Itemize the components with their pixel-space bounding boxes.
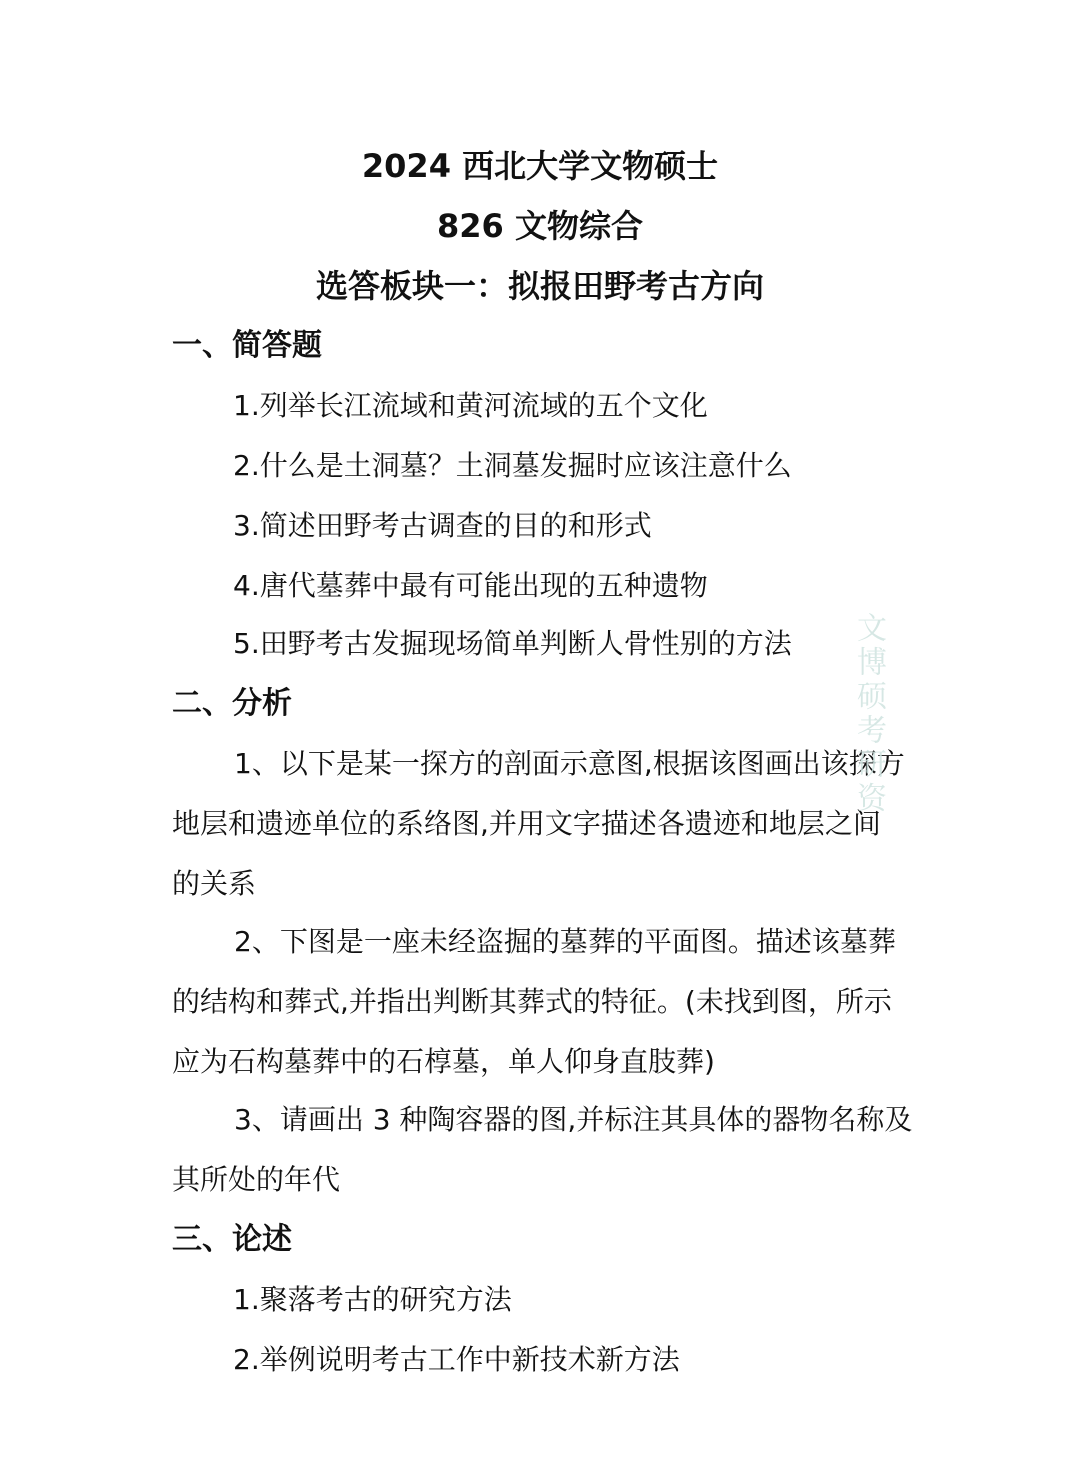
exam-subject: 826 文物综合 [437,207,643,245]
question-item: 1.列举长江流域和黄河流域的五个文化 [233,389,708,422]
watermark: 文博硕考研资 [851,612,886,816]
paragraph-line: 1、以下是某一探方的剖面示意图,根据该图画出该探方 [234,747,905,780]
paragraph-line: 的结构和葬式,并指出判断其葬式的特征。(未找到图，所示 [172,985,892,1018]
question-item: 2.什么是土洞墓？土洞墓发掘时应该注意什么 [233,449,792,482]
question-item: 3.简述田野考古调查的目的和形式 [233,509,652,542]
exam-module: 选答板块一：拟报田野考古方向 [315,267,764,305]
section-heading-essay: 三、论述 [172,1222,292,1257]
exam-title: 2024 西北大学文物硕士 [361,147,719,185]
question-item: 2.举例说明考古工作中新技术新方法 [233,1343,680,1376]
analysis-question-2 [172,912,972,1092]
paragraph-line: 3、请画出 3 种陶容器的图,并标注其具体的器物名称及 [234,1103,913,1136]
paragraph-line: 2、下图是一座未经盗掘的墓葬的平面图。描述该墓葬 [234,925,896,958]
section-heading-analysis: 二、分析 [172,686,292,721]
question-item: 5.田野考古发掘现场简单判断人骨性别的方法 [233,627,792,660]
section-heading-short-answer: 一、简答题 [172,328,322,363]
paragraph-line: 地层和遗迹单位的系络图,并用文字描述各遗迹和地层之间 [172,807,881,840]
paragraph-line: 的关系 [172,867,257,900]
question-item: 1.聚落考古的研究方法 [233,1283,512,1316]
question-item: 4.唐代墓葬中最有可能出现的五种遗物 [233,569,708,602]
paragraph-line: 其所处的年代 [172,1163,341,1196]
paragraph-line: 应为石构墓葬中的石椁墓，单人仰身直肢葬) [172,1045,715,1078]
analysis-question-3 [172,1090,972,1210]
